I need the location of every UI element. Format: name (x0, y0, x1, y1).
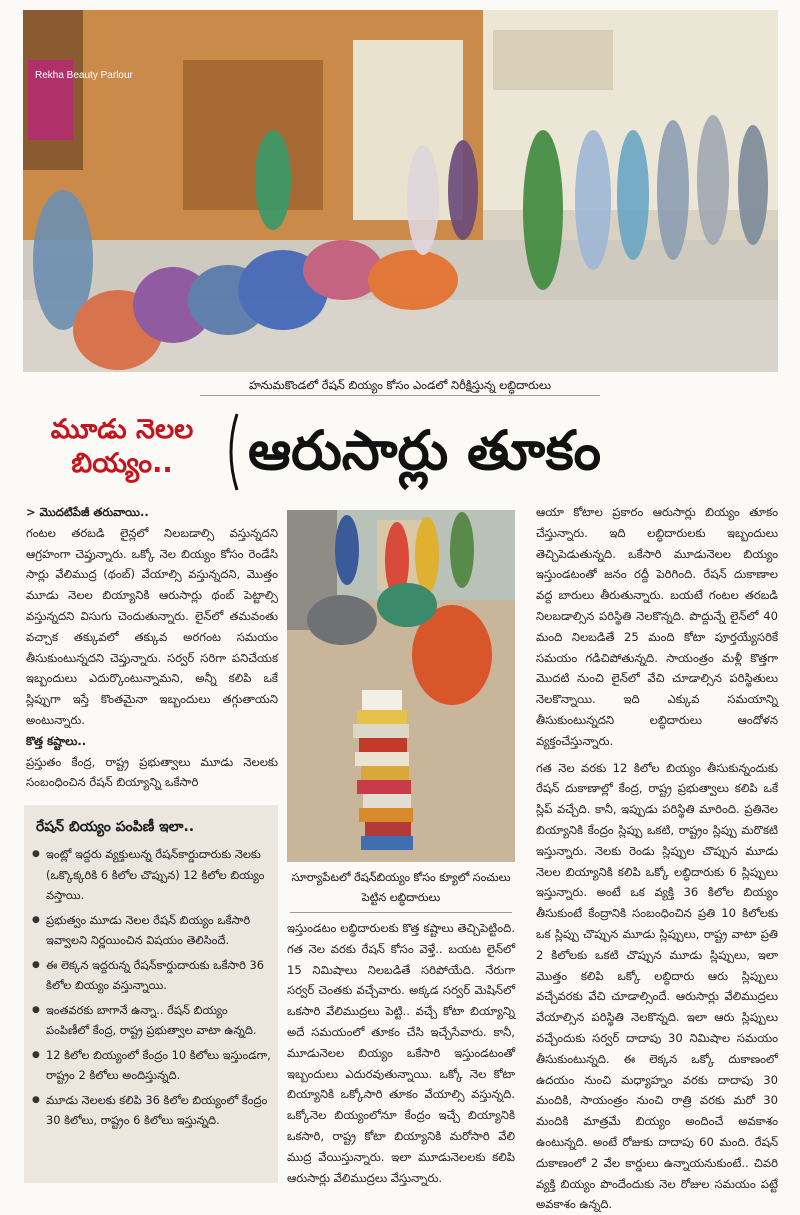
info-box-item: ● ఇంట్లో ఇద్దరు వ్యక్తులున్న రేషన్‌కార్డుదారుకు నెలకు (ఒక్కొక్కరికి 6 కిలోల చొప్పున) 12 కిలోల బియ్యం వస్తాయి. (30, 844, 274, 906)
column-1-paragraph-2: ప్రస్తుతం కేంద్ర, రాష్ట్ర ప్రభుత్వాలు మూడు నెలలకు సంబంధించిన రేషన్ బియ్యాన్ని ఒకేసారి (26, 754, 278, 790)
column-3-paragraph-1: ఆయా కోటాల ప్రకారం ఆరుసార్లు బియ్యం తూకం చేస్తున్నారు. ఇది లబ్ధిదారులకు ఇబ్బందులు తెచ్చిపెడుతున్నది. ఒకేసారి మూడునెలల బియ్యం ఇస్తుండటంతో జనం రద్దీ పెరిగింది. రేషన్ దుకాణాల వద్ద బారులు తీరుతున్నారు. బయటే గంటల తరబడి నిలబడాల్సిన పరిస్థితి నెలకొన్నది. పొద్దున్నే లైన్‌లో 40 మంది నిలబడితే 25 మంది కోటా పూర్తయ్యేసరికే సమయం గడిచిపోతున్నది. సాయంత్రం మళ్లీ కొత్తగా మొదటి నుంచి లైన్‌లో వేచి చూడాల్సిన పరిస్థితులు నెలకొన్నాయి. ఇది ఎక్కువ సమయాన్ని తీసుకుంటున్నదని లబ్ధిదారులు ఆందోళన వ్యక్తంచేస్తున్నారు. (536, 505, 778, 748)
caption-rule (200, 395, 600, 396)
headline-divider (222, 412, 242, 492)
column-2-paragraph-1: ఇస్తుండటం లబ్ధిదారులకు కొత్త కష్టాలు తెచ్చిపెట్టింది. గత నెల వరకు రేషన్ కోసం వెళ్తే.. బయట లైన్‌లో 15 నిమిషాలు నిలబడితే సరిపోయేది. నేరుగా సర్వర్ చెంతకు వచ్చేవారు. అక్కడ సర్వర్ మెషిన్‌లో ఒకసారి వేలిముద్రలు పెట్టి.. వచ్చే కోటా బియ్యాన్ని అదే సమయంలో తూకం చేసి ఇచ్చేసేవారు. కానీ, మూడునెలల బియ్యం ఒకేసారి ఇస్తుండటంతో ఇబ్బందులు ఎదురవుతున్నాయి. ఒక్కో నెల కోటా బియ్యానికి ఒక్కోసారి తూకం వేయాల్సి వస్తున్నది. ఒక్కోనెల బియ్యంలోనూ కేంద్రం ఇచ్చే బియ్యానికి ఒకసారి, రాష్ట్ర కోటా బియ్యానికి మరోసారి వేలి ముద్ర వేయిస్తున్నారు. ఇలా మూడునెలలకు కలిపి ఆరుసార్లు వేలిముద్రలు వేస్తున్నారు. (287, 921, 515, 1185)
column-1 (26, 502, 278, 802)
info-box-item: ● ప్రభుత్వం మూడు నెలల రేషన్ బియ్యం ఒకేసారి ఇవ్వాలని నిర్ణయించిన విషయం తెలిసిందే. (30, 910, 274, 951)
top-photo-image (23, 10, 778, 372)
info-box-item: ● 12 కిలోల బియ్యంలో కేంద్రం 10 కిలోలు ఇస్తుండగా, రాష్ట్రం 2 కిలోలు అందిస్తున్నది. (30, 1045, 274, 1086)
middle-caption-rule (290, 912, 512, 913)
info-box-item: ● ఈ లెక్కన ఇద్దరున్న రేషన్‌కార్డుదారుకు ఒకేసారి 36 కిలోల బియ్యం వస్తున్నాయి. (30, 955, 274, 996)
middle-photo-caption: సూర్యాపేటలో రేషన్‌బియ్యం కోసం క్యూలో సంచులు పెట్టిన లబ్ధిదారులు (291, 871, 511, 904)
continuation-jump-text: మొదటిపేజీ తరువాయి.. (39, 505, 149, 519)
headline-left: మూడు నెలల బియ్యం.. (50, 414, 194, 479)
continuation-jump: > మొదటిపేజీ తరువాయి.. (26, 505, 149, 519)
parlour-sign-text: Rekha Beauty Parlour (35, 70, 133, 81)
middle-photo-image (287, 510, 515, 862)
column-1-paragraph-1: గంటల తరబడి లైన్లలో నిలబడాల్సి వస్తున్నదని ఆగ్రహంగా చెప్తున్నారు. ఒక్కో నెల బియ్యం కోసం రెండేసి సార్లు వేలిముద్ర (థంబ్) వేయాల్సి వస్తున్నదని, మొత్తం మూడు నెలల బియ్యానికి ఆరుసార్లు థంబ్ పెట్టాల్సి వస్తున్నదని విసుగు చెందుతున్నారు. లైన్‌లో తమవంతు వచ్చాక తక్కువలో తక్కువ అరగంట సమయం తీసుకుంటున్నదని చెప్తున్నారు. సర్వర్ సరిగా పనిచేయక ఇబ్బందులు ఎదుర్కొంటున్నామని, అన్నీ కలిపి ఒకే స్లిప్పుగా ఇస్తే కొంతమైనా ఇబ్బందులు తగ్గుతాయని అంటున్నారు. (26, 525, 278, 727)
top-photo (23, 10, 778, 372)
top-photo-caption: హనుమకొండలో రేషన్ బియ్యం కోసం ఎండలో నిరీక్షిస్తున్న లబ్ధిదారులు (248, 378, 552, 392)
middle-photo (287, 510, 515, 862)
info-box-item: ● మూడు నెలలకు కలిపి 36 కిలోల బియ్యంలో కేంద్రం 30 కిలోలు, రాష్ట్రం 6 కిలోలు ఇస్తున్నది. (30, 1090, 274, 1131)
info-box-item: ● ఇంతవరకు బాగానే ఉన్నా.. రేషన్ బియ్యం పంపిణీలో కేంద్ర, రాష్ట్ర ప్రభుత్వాల వాటా ఉన్నది. (30, 1000, 274, 1041)
column-2 (287, 918, 515, 1185)
column-1-subhead: కొత్త కష్టాలు.. (26, 733, 87, 748)
column-3 (536, 502, 778, 1212)
info-box-title: రేషన్ బియ్యం పంపిణీ ఇలా.. (36, 819, 195, 835)
column-3-paragraph-2: గత నెల వరకు 12 కిలోల బియ్యం తీసుకున్నందుకు రేషన్ దుకాణాల్లో కేంద్ర, రాష్ట్ర ప్రభుత్వాలు కలిపి ఒకే స్లిప్ వచ్చేది. కానీ, ఇప్పుడు పరిస్థితి మారింది. ప్రతినెల బియ్యానికి కేంద్రం స్లిప్పు ఒకటి, రాష్ట్రం స్లిప్పు మరొకటి ఇస్తున్నారు. నెలకు రెండు స్లిప్పుల చొప్పున మూడు నెలల బియ్యానికి కలిపి ఒక్కో లబ్ధిదారుకు 6 స్లిప్పులు ఇస్తున్నారు. అంటే ఒక వ్యక్తి 36 కిలోల బియ్యం తీసుకుంటే కేంద్రానికి సంబంధించిన ప్రతి 10 కిలోలకు ఒక స్లిప్పు చొప్పున మూడు స్లిప్పులు, రాష్ట్ర వాటా ప్రతి 2 కిలోలకు ఒకటి చొప్పున మూడు స్లిప్పులు, ఇలా మొత్తం కలిపి ఒక్కో లబ్ధిదారు ఆరు స్లిప్పులు వచ్చేవరకు వేచి చూడాల్సిందే. ఆరుసార్లు వేలిముద్రలు వేయాల్సిన పరిస్థితి నెలకొన్నది. ఇలా ఆరు స్లిప్పులు వచ్చేందుకు సర్వర్ దాదాపు 30 నిమిషాల సమయం తీసుకుంటున్నది. ఈ లెక్కన ఒక్కో దుకాణంలో ఉదయం నుంచి మధ్యాహ్నం వరకు దాదాపు 30 మందికి, సాయంత్రం నుంచి రాత్రి వరకు మరో 30 మందికి మాత్రమే బియ్యం అందించే అవకాశం ఉంటున్నది. అంటే రోజుకు దాదాపు 60 మంది. రేషన్ దుకాణంలో 2 వేల కార్డులు ఉన్నాయనుకుంటే.. చివరి వ్యక్తి బియ్యం పొందేందుకు నెల రోజుల సమయం పట్టే అవకాశం ఉన్నది. (536, 760, 778, 1212)
info-box-list (30, 844, 274, 1135)
headline-right: ఆరుసార్లు తూకం (248, 419, 602, 482)
